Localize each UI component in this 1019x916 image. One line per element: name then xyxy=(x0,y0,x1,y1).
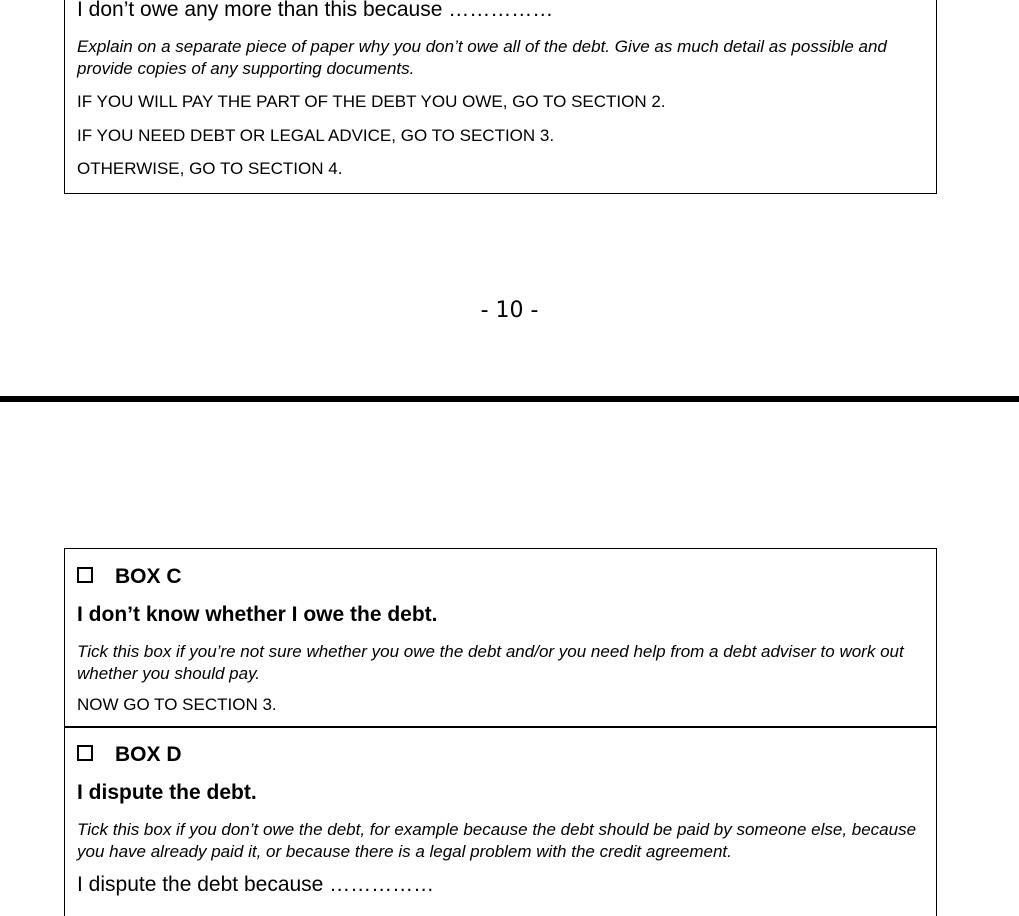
dispute-reason-line[interactable]: I dispute the debt because …………… xyxy=(77,873,435,896)
go-to-section-2-instruction: IF YOU WILL PAY THE PART OF THE DEBT YOU OWE, GO TO SECTION 2. xyxy=(77,92,666,111)
box-d-checkbox[interactable] xyxy=(77,745,93,761)
page-number: - 10 - xyxy=(480,298,539,323)
box-c-checkbox[interactable] xyxy=(77,567,93,583)
box-d-description: Tick this box if you don’t owe the debt, for example because the debt should be paid by someone else, because you have already paid it, or because there is a legal problem with the credit agreement. xyxy=(77,820,917,861)
box-c-heading: I don’t know whether I owe the debt. xyxy=(77,603,438,626)
box-d-label: BOX D xyxy=(115,743,182,766)
partial-debt-box xyxy=(64,0,937,194)
box-d-header xyxy=(77,743,182,767)
box-c-description: Tick this box if you’re not sure whether you owe the debt and/or you need help from a debt adviser to work out whether you should pay. xyxy=(77,642,904,683)
box-c xyxy=(64,548,937,728)
explain-instruction: Explain on a separate piece of paper why you don’t owe all of the debt. Give as much detail as possible and provide copies of any supporting documents. xyxy=(77,37,887,78)
go-to-section-3-instruction: IF YOU NEED DEBT OR LEGAL ADVICE, GO TO SECTION 3. xyxy=(77,126,555,145)
box-d xyxy=(64,726,937,916)
box-c-label: BOX C xyxy=(115,565,182,588)
page-divider xyxy=(0,396,1019,402)
go-to-section-4-instruction: OTHERWISE, GO TO SECTION 4. xyxy=(77,159,343,178)
box-c-instruction: NOW GO TO SECTION 3. xyxy=(77,695,277,714)
owe-amount-reason-line[interactable]: I don’t owe any more than this because …………… xyxy=(77,0,554,21)
box-c-header xyxy=(77,565,182,589)
box-d-heading: I dispute the debt. xyxy=(77,781,257,804)
